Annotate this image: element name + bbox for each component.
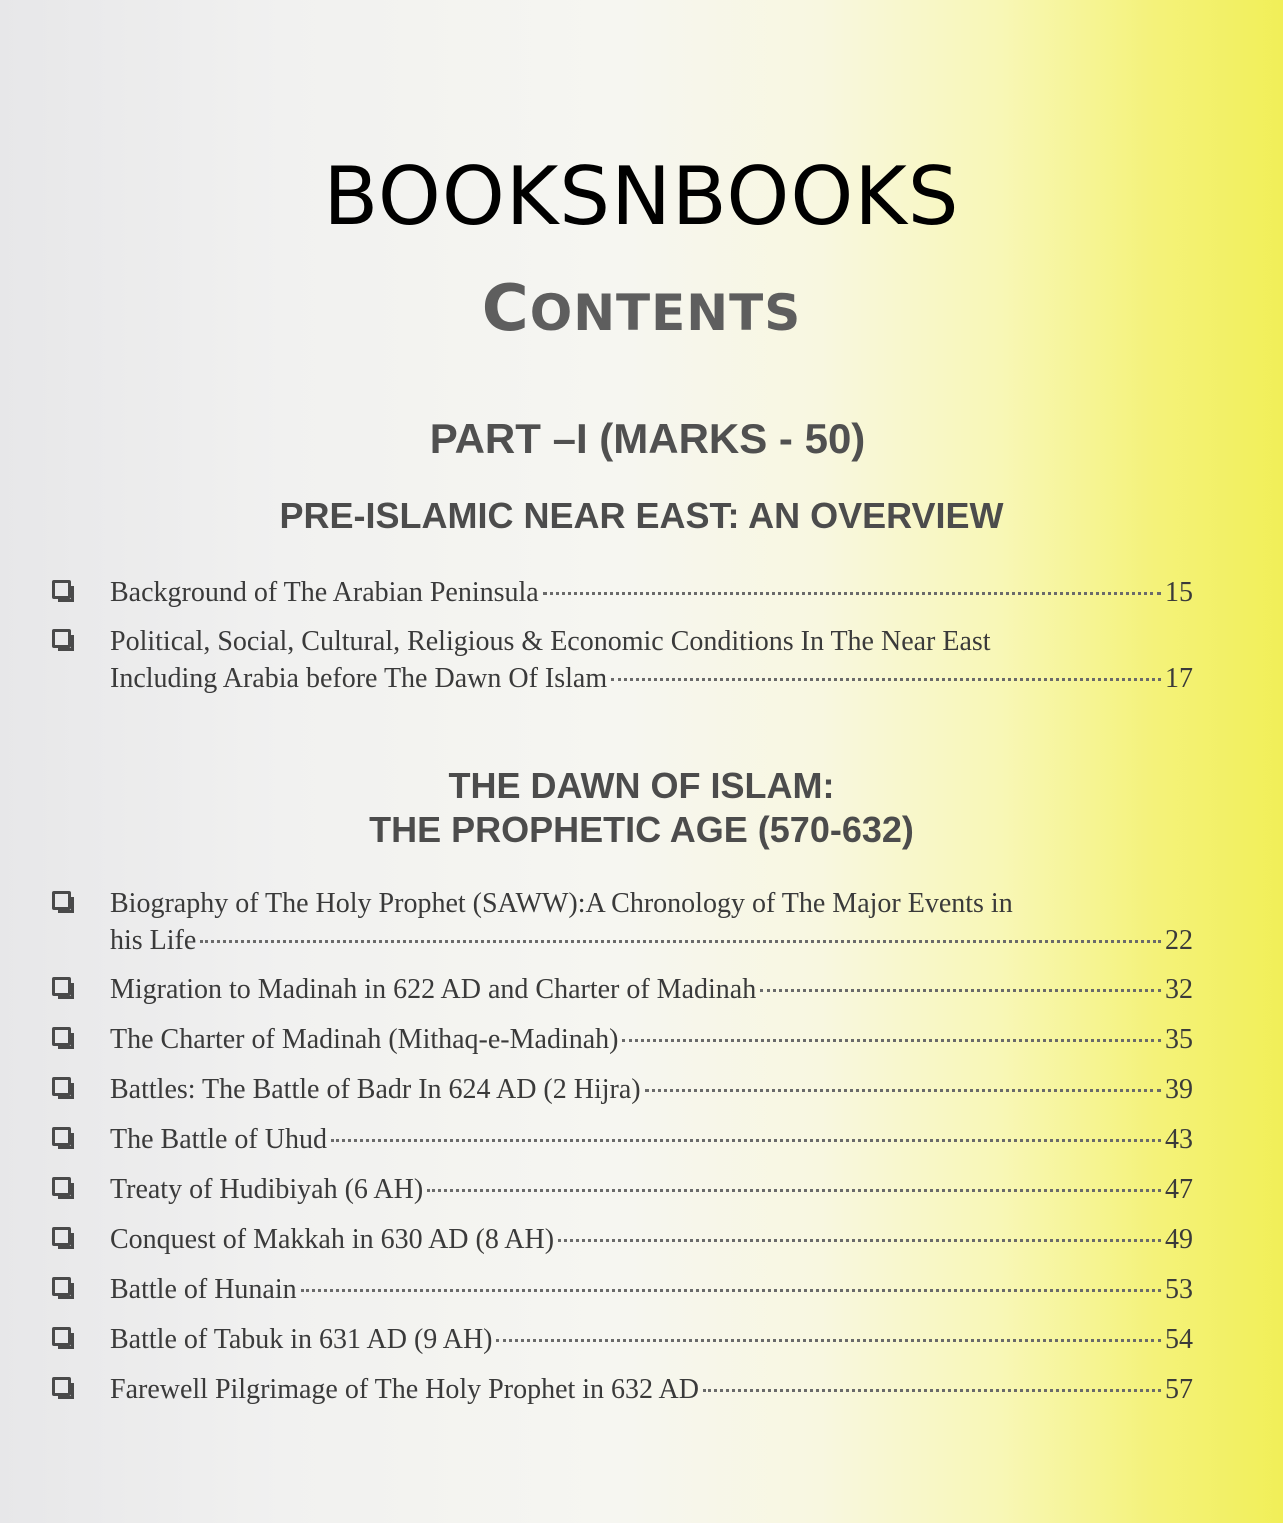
toc-entry-title-line: Political, Social, Cultural, Religious & Economic Conditions In The Near East [110, 626, 991, 657]
checkbox-icon [52, 1327, 71, 1346]
dot-leader [543, 592, 1161, 595]
toc-entry-title: Conquest of Makkah in 630 AD (8 AH) [110, 1224, 555, 1255]
toc-entry-page: 53 [1165, 1274, 1193, 1305]
toc-entry-title: his Life [110, 925, 197, 956]
toc-entry-page: 47 [1165, 1174, 1193, 1205]
dot-leader [611, 678, 1161, 681]
toc-entry[interactable] [52, 1171, 1193, 1208]
toc-entry-page: 43 [1165, 1124, 1193, 1155]
toc-entry[interactable] [52, 971, 1193, 1008]
checkbox-icon [52, 977, 71, 996]
toc-entry-page: 32 [1165, 974, 1193, 1005]
checkbox-icon [52, 1227, 71, 1246]
page-title-rest: ONTENTS [529, 284, 802, 342]
checkbox-icon [52, 580, 71, 599]
checkbox-icon [52, 1177, 71, 1196]
toc-entry-title-line: Biography of The Holy Prophet (SAWW):A Chronology of The Major Events in [110, 888, 1013, 919]
dot-leader [558, 1239, 1161, 1242]
toc-entry[interactable] [52, 1221, 1193, 1258]
dot-leader [301, 1289, 1161, 1292]
dot-leader [331, 1139, 1161, 1142]
toc-entry-title: Battle of Hunain [110, 1274, 297, 1305]
toc-entry-title: The Battle of Uhud [110, 1124, 327, 1155]
toc-entry[interactable] [52, 623, 1193, 697]
toc-entry-title: Including Arabia before The Dawn Of Islam [110, 663, 608, 694]
toc-entry[interactable] [52, 1371, 1193, 1408]
part-heading: PART –I (MARKS - 50) [429, 415, 866, 462]
checkbox-icon [52, 1077, 71, 1096]
toc-entry[interactable] [52, 574, 1193, 611]
dot-leader [496, 1339, 1161, 1342]
toc-entry-page: 17 [1165, 663, 1193, 694]
toc-entry-page: 54 [1165, 1324, 1193, 1355]
toc-entry-title: Migration to Madinah in 622 AD and Charter of Madinah [110, 974, 757, 1005]
dot-leader [645, 1089, 1161, 1092]
toc-entry-page: 35 [1165, 1024, 1193, 1055]
toc-entry[interactable] [52, 1321, 1193, 1358]
toc-entry-page: 22 [1165, 925, 1193, 956]
toc-entry-page: 15 [1165, 577, 1193, 608]
toc-entry-title: Farewell Pilgrimage of The Holy Prophet in 632 AD [110, 1374, 699, 1405]
section-heading-pre-islamic: PRE-ISLAMIC NEAR EAST: AN OVERVIEW [279, 495, 1004, 536]
checkbox-icon [52, 891, 71, 910]
dot-leader [622, 1039, 1161, 1042]
toc-entry-page: 57 [1165, 1374, 1193, 1405]
section-heading-dawn-of-islam [0, 764, 1283, 852]
toc-entry[interactable] [52, 1021, 1193, 1058]
toc-entry-title: Battle of Tabuk in 631 AD (9 AH) [110, 1324, 493, 1355]
toc-entry[interactable] [52, 1271, 1193, 1308]
toc-entry-page: 49 [1165, 1224, 1193, 1255]
toc-entry-page: 39 [1165, 1074, 1193, 1105]
page-title-initial: C [481, 272, 530, 346]
checkbox-icon [52, 629, 71, 648]
toc-entry[interactable] [52, 1121, 1193, 1158]
section-heading-line: THE DAWN OF ISLAM: [448, 765, 835, 806]
checkbox-icon [52, 1377, 71, 1396]
dot-leader [760, 989, 1161, 992]
toc-entry[interactable] [52, 885, 1193, 959]
toc-entry-title: Treaty of Hudibiyah (6 AH) [110, 1174, 424, 1205]
checkbox-icon [52, 1277, 71, 1296]
dot-leader [200, 940, 1161, 943]
toc-entry[interactable] [52, 1071, 1193, 1108]
section-heading-line: THE PROPHETIC AGE (570-632) [369, 809, 914, 850]
dot-leader [703, 1389, 1161, 1392]
checkbox-icon [52, 1027, 71, 1046]
toc-entry-title: The Charter of Madinah (Mithaq-e-Madinah) [110, 1024, 619, 1055]
dot-leader [427, 1189, 1161, 1192]
toc-entry-title: Battles: The Battle of Badr In 624 AD (2 Hijra) [110, 1074, 641, 1105]
page-title [0, 272, 1283, 346]
toc-entry-title: Background of The Arabian Peninsula [110, 577, 539, 608]
checkbox-icon [52, 1127, 71, 1146]
watermark-text: BOOKSNBOOKS [323, 150, 960, 243]
